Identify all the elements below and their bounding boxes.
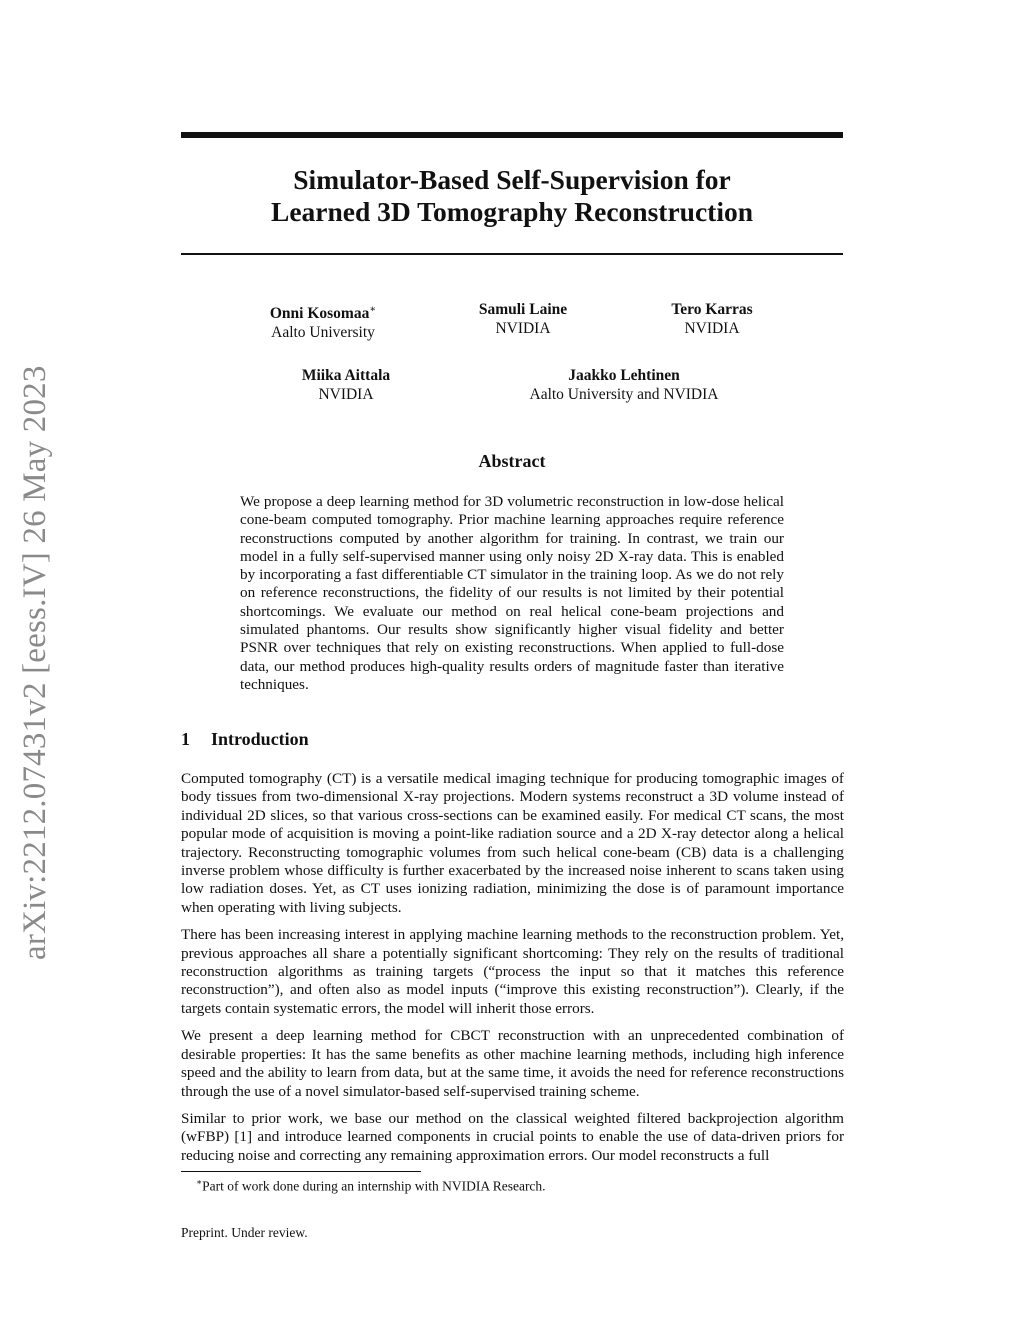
title-bottom-rule	[181, 253, 843, 255]
arxiv-identifier: arXiv:2212.07431v2 [eess.IV] 26 May 2023	[17, 365, 53, 960]
footnote-text: Part of work done during an internship with NVIDIA Research.	[202, 1178, 546, 1194]
author-block	[443, 300, 603, 338]
author-name: Jaakko Lehtinen	[568, 367, 680, 384]
section-number: 1	[181, 729, 190, 749]
title-top-rule	[181, 132, 843, 138]
title-line-2: Learned 3D Tomography Reconstruction	[270, 196, 754, 227]
paper-title	[181, 164, 843, 228]
preprint-note: Preprint. Under review.	[181, 1225, 308, 1240]
abstract-heading: Abstract	[478, 451, 546, 471]
author-name: Samuli Laine	[478, 301, 568, 318]
footnote	[196, 1177, 546, 1195]
author-block	[243, 300, 403, 342]
author-affiliation: Aalto University	[271, 324, 375, 342]
author-block	[494, 366, 754, 404]
abstract-body	[240, 493, 784, 694]
body-paragraph: Similar to prior work, we base our method on the classical weighted filtered backprojection algorithm (wFBP) [1] and introduce learned components in crucial points to enable the use of data-driven priors for reducing noise and correcting any remaining approximation errors. Our model reconstructs a full	[181, 1109, 844, 1164]
author-name: Onni Kosomaa∗	[269, 304, 377, 323]
abstract-paragraph: We propose a deep learning method for 3D volumetric reconstruction in low-dose helical cone-beam computed tomography. Prior machine learning approaches require reference reconstructions computed by another algorithm for training. In contrast, we train our model in a fully self-supervised manner using only noisy 2D X-ray data. This is enabled by incorporating a fast differentiable CT simulator in the training loop. As we do not rely on reference reconstructions, the fidelity of our results is not limited by their potential shortcomings. We evaluate our method on real helical cone-beam projections and simulated phantoms. Our results show significantly higher visual fidelity and better PSNR over techniques that rely on existing reconstructions. When applied to full-dose data, our method produces high-quality results orders of magnitude faster than iterative techniques.	[240, 493, 784, 693]
section-title: Introduction	[211, 729, 309, 749]
footnote-rule	[181, 1171, 421, 1172]
author-block	[266, 366, 426, 404]
author-block	[632, 300, 792, 338]
author-name: Miika Aittala	[301, 367, 391, 384]
body-paragraph: We present a deep learning method for CBCT reconstruction with an unprecedented combination of desirable properties: It has the same benefits as other machine learning methods, including high inference speed and the ability to learn from data, but at the same time, it avoids the need for reference reconstructions through the use of a novel simulator-based self-supervised training scheme.	[181, 1027, 844, 1100]
footnote-mark: ∗	[196, 1177, 203, 1187]
author-name: Tero Karras	[671, 301, 753, 318]
body-paragraph: There has been increasing interest in applying machine learning methods to the reconstruction problem. Yet, previous approaches all share a potentially significant shortcoming: They rely on the results of traditional reconstruction algorithms as training targets (“process the input so that it matches this reference reconstruction”), and often also as model inputs (“improve this existing reconstruction”). Clearly, if the targets contain systematic errors, the model will inherit those errors.	[181, 926, 844, 1017]
title-line-1: Simulator-Based Self-Supervision for	[293, 164, 731, 195]
author-affiliation: NVIDIA	[318, 386, 374, 403]
author-affiliation: NVIDIA	[495, 320, 551, 337]
author-footnote-mark: ∗	[369, 304, 377, 315]
section-heading	[181, 729, 309, 750]
body-paragraph: Computed tomography (CT) is a versatile medical imaging technique for producing tomographic images of body tissues from two-dimensional X-ray projections. Modern systems reconstruct a 3D volume instead of individual 2D slices, so that various cross-sections can be examined easily. For medical CT scans, the most popular mode of acquisition is moving a point-like radiation source and a 2D X-ray detector along a helical trajectory. Reconstructing tomographic volumes from such helical cone-beam (CB) data is a challenging inverse problem whose difficulty is further exacerbated by the increased noise inherent to scans taken using low radiation doses. Yet, as CT uses ionizing radiation, minimizing the dose is of paramount importance when operating with living subjects.	[181, 770, 844, 916]
author-affiliation: NVIDIA	[684, 320, 740, 337]
introduction-body	[181, 770, 844, 1174]
author-affiliation: Aalto University and NVIDIA	[529, 386, 719, 403]
